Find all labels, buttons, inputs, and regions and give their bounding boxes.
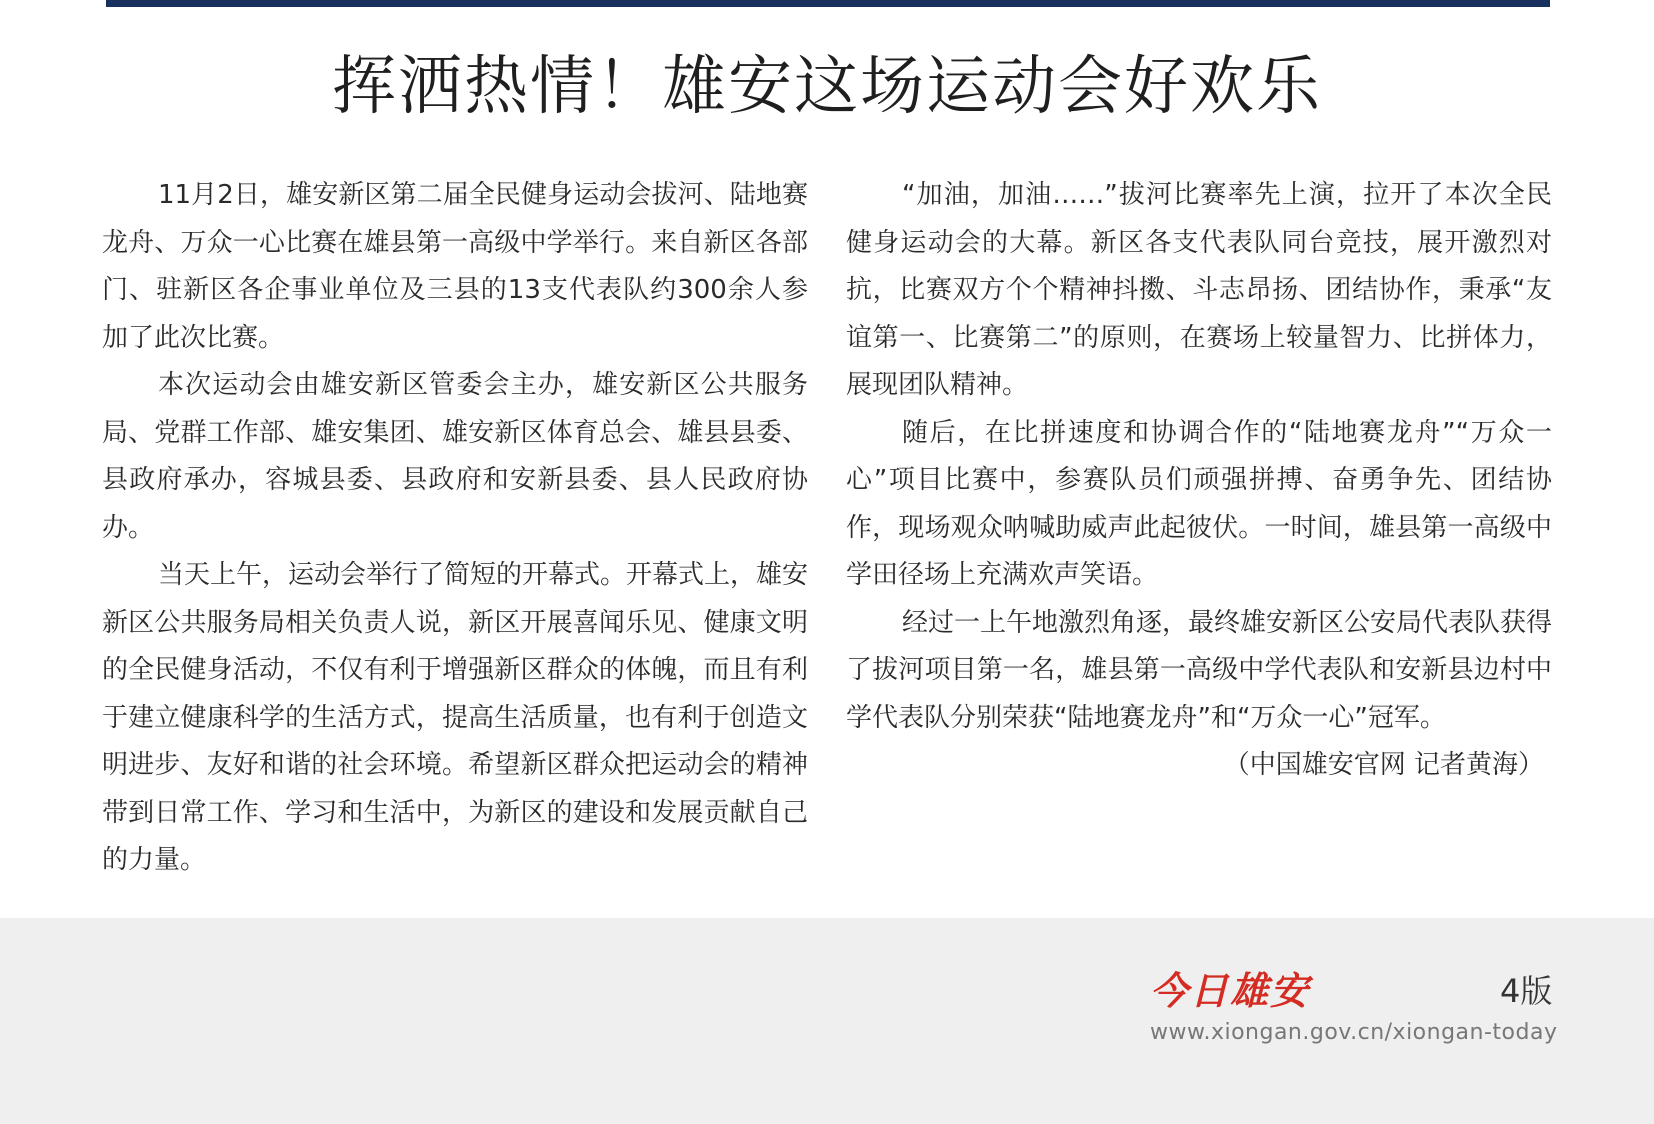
left-column [102,172,808,885]
page-footer [0,918,1654,1124]
paragraph: 本次运动会由雄安新区管委会主办，雄安新区公共服务局、党群工作部、雄安集团、雄安新区体育总会、雄县县委、县政府承办，容城县委、县政府和安新县委、县人民政府协办。 [102,370,808,543]
byline: （中国雄安官网 记者黄海） [1223,750,1544,780]
paragraph: 经过一上午地激烈角逐，最终雄安新区公安局代表队获得了拔河项目第一名，雄县第一高级中学代表队和安新县边村中学代表队分别荣获“陆地赛龙舟”和“万众一心”冠军。 [846,607,1553,733]
brand-logo: 今日雄安 [1150,968,1311,1013]
paragraph: 11月2日，雄安新区第二届全民健身运动会拔河、陆地赛龙舟、万众一心比赛在雄县第一高级中学举行。来自新区各部门、驻新区各企事业单位及三县的13支代表队约300余人参加了此次比赛。 [102,180,808,353]
top-rule [106,0,1550,7]
page-number: 4版 [1500,972,1553,1010]
right-column [846,172,1552,790]
paragraph: “加油，加油……”拔河比赛率先上演，拉开了本次全民健身运动会的大幕。新区各支代表队同台竞技，展开激烈对抗，比赛双方个个精神抖擞、斗志昂扬、团结协作，秉承“友谊第一、比赛第二”的原则，在赛场上较量智力、比拼体力，展现团队精神。 [846,180,1552,400]
article-title: 挥洒热情！雄安这场运动会好欢乐 [332,50,1322,124]
paragraph: 随后，在比拼速度和协调合作的“陆地赛龙舟”“万众一心”项目比赛中，参赛队员们顽强拼搏、奋勇争先、团结协作，现场观众呐喊助威声此起彼伏。一时间，雄县第一高级中学田径场上充满欢声笑语。 [846,417,1552,590]
footer-url[interactable]: www.xiongan.gov.cn/xiongan-today [1150,1020,1558,1045]
paragraph: 当天上午，运动会举行了简短的开幕式。开幕式上，雄安新区公共服务局相关负责人说，新区开展喜闻乐见、健康文明的全民健身活动，不仅有利于增强新区群众的体魄，而且有利于建立健康科学的生活方式，提高生活质量，也有利于创造文明进步、友好和谐的社会环境。希望新区群众把运动会的精神带到日常工作、学习和生活中，为新区的建设和发展贡献自己的力量。 [102,560,809,875]
